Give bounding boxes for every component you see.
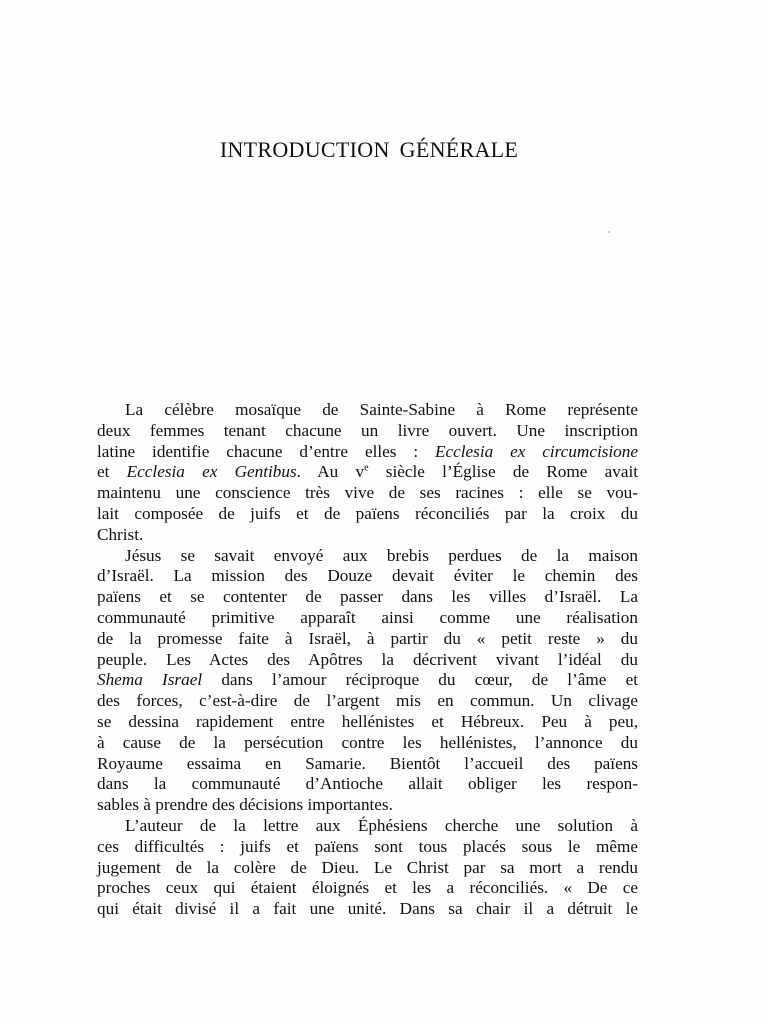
text-segment: se dessina rapidement entre hellénistes et Hébreux. Peu à peu, xyxy=(97,711,638,731)
text-segment: dans la communauté d’Antioche allait obliger les respon- xyxy=(97,774,638,794)
text-segment: . Au v xyxy=(296,462,365,482)
italic-text: Shema Israel xyxy=(97,670,203,690)
text-segment: d’Israël. La mission des Douze devait éviter le chemin des xyxy=(97,566,638,586)
text-segment: dans l’amour réciproque du cœur, de l’âme et xyxy=(202,670,638,690)
text-segment: Royaume essaima en Samarie. Bientôt l’accueil des païens xyxy=(97,753,638,773)
text-segment: deux femmes tenant chacune un livre ouvert. Une inscription xyxy=(97,420,638,440)
text-line xyxy=(97,421,638,442)
scan-speck xyxy=(608,231,610,233)
text-segment: peuple. Les Actes des Apôtres la décrivent vivant l’idéal du xyxy=(97,649,638,669)
text-segment: sables à prendre des décisions importantes. xyxy=(97,795,393,815)
text-line xyxy=(97,400,638,421)
text-segment: latine identifie chacune d’entre elles : xyxy=(97,441,435,461)
text-segment: ces difficultés : juifs et païens sont tous placés sous le même xyxy=(97,836,638,856)
text-segment: Jésus se savait envoyé aux brebis perdues de la maison xyxy=(125,545,638,565)
italic-text: Ecclesia ex circumcisione xyxy=(434,441,638,461)
text-segment: à cause de la persécution contre les hellénistes, l’annonce du xyxy=(97,732,638,752)
text-line xyxy=(97,899,638,920)
paragraph xyxy=(97,546,638,816)
text-line xyxy=(97,629,638,650)
text-segment: lait composée de juifs et de païens réconciliés par la croix du xyxy=(97,503,638,523)
text-line xyxy=(97,754,638,775)
text-line xyxy=(97,691,638,712)
text-line xyxy=(97,733,638,754)
text-line xyxy=(97,816,638,837)
text-segment: Christ. xyxy=(97,524,144,544)
text-line xyxy=(97,504,638,525)
paragraph xyxy=(97,400,638,546)
text-segment: proches ceux qui étaient éloignés et les a réconciliés. « De ce xyxy=(97,878,638,898)
text-segment: qui était divisé il a fait une unité. Dans sa chair il a détruit le xyxy=(97,899,638,919)
chapter-title xyxy=(0,137,768,163)
body-text xyxy=(97,400,638,920)
text-line xyxy=(97,795,638,816)
superscript-text: e xyxy=(364,462,369,474)
paragraph xyxy=(97,816,638,920)
text-line xyxy=(97,878,638,899)
text-line xyxy=(97,670,638,691)
italic-text: Ecclesia ex Gentibus xyxy=(126,462,297,482)
text-line xyxy=(97,774,638,795)
text-segment: siècle l’Église de Rome avait xyxy=(368,462,639,482)
text-segment: de la promesse faite à Israël, à partir du « petit reste » du xyxy=(97,628,638,648)
text-line xyxy=(97,712,638,733)
text-line xyxy=(97,566,638,587)
text-segment: des forces, c’est-à-dire de l’argent mis en commun. Un clivage xyxy=(97,691,638,711)
chapter-title-part2: GÉNÉRALE xyxy=(399,137,519,162)
text-segment: L’auteur de la lettre aux Éphésiens cherche une solution à xyxy=(125,815,638,835)
text-line xyxy=(97,442,638,463)
text-line xyxy=(97,525,638,546)
text-line xyxy=(97,858,638,879)
text-segment: maintenu une conscience très vive de ses racines : elle se vou- xyxy=(97,483,638,503)
text-segment: La célèbre mosaïque de Sainte-Sabine à Rome représente xyxy=(125,400,638,419)
text-line xyxy=(97,462,638,483)
text-line xyxy=(97,546,638,567)
text-line xyxy=(97,587,638,608)
text-segment: païens et se contenter de passer dans les villes d’Israël. La xyxy=(97,587,638,607)
chapter-title-part1: INTRODUCTION xyxy=(219,137,390,162)
text-line xyxy=(97,837,638,858)
text-line xyxy=(97,650,638,671)
text-segment: jugement de la colère de Dieu. Le Christ par sa mort a rendu xyxy=(97,857,638,877)
text-segment: communauté primitive apparaît ainsi comme une réalisation xyxy=(97,607,638,627)
text-segment: et xyxy=(97,462,127,482)
text-line xyxy=(97,608,638,629)
text-line xyxy=(97,483,638,504)
